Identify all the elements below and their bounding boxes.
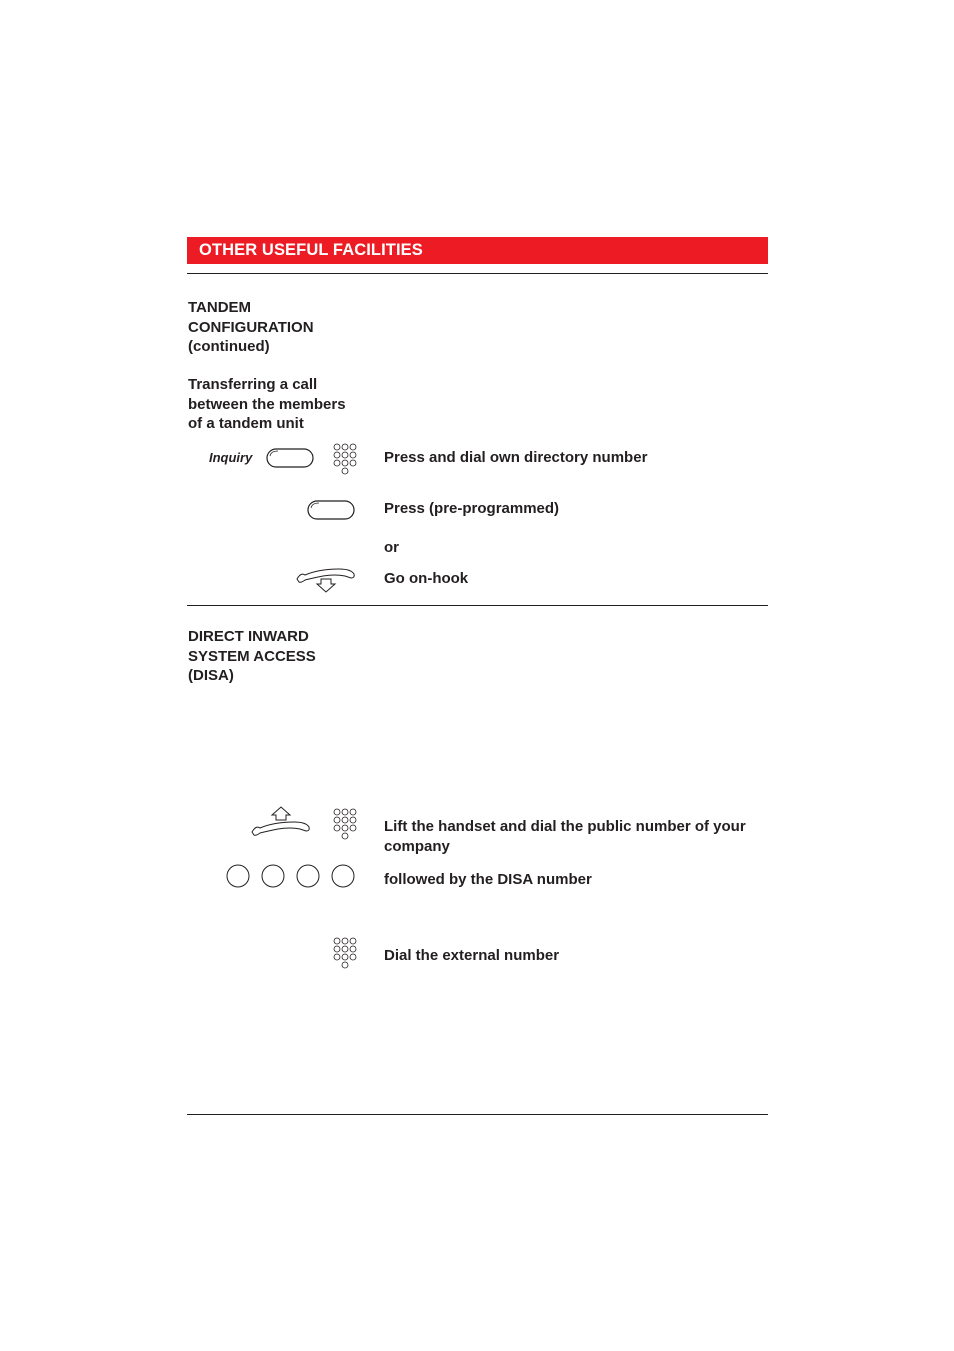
divider-middle	[187, 605, 768, 606]
handset-down-icon	[295, 565, 357, 593]
keypad-icon	[333, 808, 358, 842]
disa-heading: DIRECT INWARD SYSTEM ACCESS (DISA)	[188, 628, 316, 684]
disa-step-disa-number: followed by the DISA number	[384, 871, 592, 888]
disa-digits-icon	[226, 864, 358, 889]
tandem-step-on-hook: Go on-hook	[384, 570, 469, 587]
disa-step-lift-and-dial: Lift the handset and dial the public number of your company	[384, 818, 746, 855]
tandem-subheading: Transferring a call between the members of a tandem unit	[188, 376, 346, 432]
tandem-step-press-key: Press (pre-programmed)	[384, 500, 560, 517]
divider-top	[187, 273, 768, 274]
tandem-step-or: or	[384, 539, 399, 556]
tandem-heading: TANDEM CONFIGURATION (continued)	[188, 299, 314, 355]
programmable-key-icon	[307, 500, 355, 520]
divider-bottom	[187, 1114, 768, 1115]
inquiry-key-label: Inquiry	[209, 450, 253, 465]
section-header-bar	[187, 237, 768, 264]
handset-up-icon	[250, 806, 312, 836]
keypad-icon	[333, 443, 358, 477]
tandem-step-dial-own-number: Press and dial own directory number	[384, 449, 648, 466]
disa-step-dial-external: Dial the external number	[384, 947, 560, 964]
keypad-icon	[333, 937, 358, 971]
section-title: OTHER USEFUL FACILITIES	[199, 241, 423, 259]
inquiry-key-icon	[266, 448, 314, 468]
